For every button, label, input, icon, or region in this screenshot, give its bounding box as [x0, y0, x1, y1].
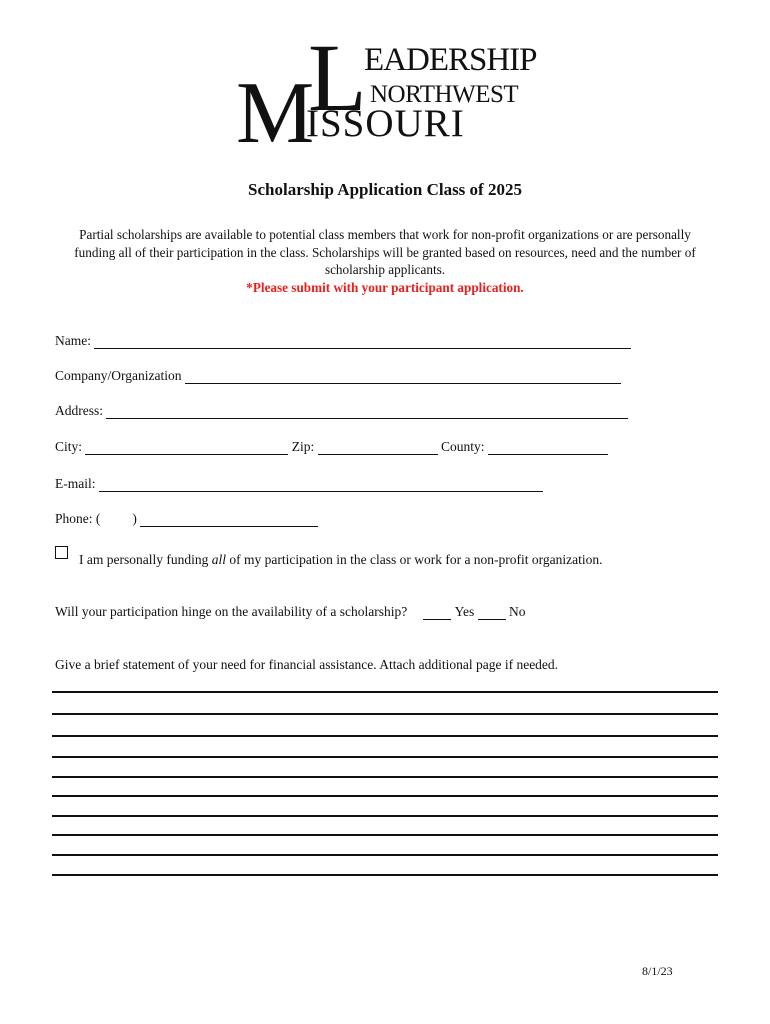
submit-notice: *Please submit with your participant application. — [246, 279, 524, 295]
funding-checkbox-label — [79, 552, 603, 568]
phone-number-field[interactable] — [140, 512, 318, 527]
statement-line[interactable] — [52, 834, 718, 836]
name-row — [55, 333, 631, 349]
statement-line[interactable] — [52, 874, 718, 876]
zip-label: Zip: — [291, 439, 315, 454]
city-label: City: — [55, 439, 83, 454]
statement-line[interactable] — [52, 756, 718, 758]
hinge-no-field[interactable] — [478, 605, 506, 620]
address-row — [55, 403, 628, 419]
email-label: E-mail: — [55, 476, 96, 491]
statement-line[interactable] — [52, 776, 718, 778]
logo-line-1: EADERSHIP — [364, 42, 537, 78]
email-row — [55, 476, 543, 492]
county-field[interactable] — [488, 440, 608, 455]
name-field[interactable] — [94, 334, 631, 349]
phone-area-code-field[interactable] — [100, 513, 132, 527]
footer-date: 8/1/23 — [642, 964, 673, 978]
zip-field[interactable] — [318, 440, 438, 455]
phone-paren-close: ) — [132, 511, 137, 526]
statement-prompt: Give a brief statement of your need for financial assistance. Attach additional page if needed. — [55, 657, 559, 672]
city-zip-county-row — [55, 439, 608, 455]
phone-row — [55, 511, 318, 527]
hinge-question: Will your participation hinge on the availability of a scholarship? — [55, 604, 408, 619]
email-field[interactable] — [99, 477, 543, 492]
statement-line[interactable] — [52, 815, 718, 817]
statement-line[interactable] — [52, 713, 718, 715]
intro-paragraph — [70, 226, 700, 296]
funding-checkbox[interactable] — [55, 546, 68, 559]
county-label: County: — [441, 439, 485, 454]
statement-line[interactable] — [52, 691, 718, 693]
hinge-yes-label: Yes — [454, 604, 475, 619]
hinge-yes-field[interactable] — [423, 605, 451, 620]
statement-line[interactable] — [52, 854, 718, 856]
logo-letter-l: L — [308, 24, 367, 131]
company-label: Company/Organization — [55, 368, 182, 383]
name-label: Name: — [55, 333, 91, 348]
funding-text-pre: I am personally funding — [79, 552, 212, 567]
logo-letter-m: M — [236, 65, 315, 162]
page-title: Scholarship Application Class of 2025 — [248, 180, 522, 199]
company-row — [55, 368, 621, 384]
phone-label: Phone: ( — [55, 511, 101, 526]
statement-line[interactable] — [52, 735, 718, 737]
funding-text-emph: all — [211, 552, 226, 567]
statement-line[interactable] — [52, 795, 718, 797]
address-field[interactable] — [106, 404, 628, 419]
company-field[interactable] — [185, 369, 621, 384]
hinge-no-label: No — [509, 604, 526, 619]
leadership-nw-missouri-logo — [236, 24, 537, 162]
city-field[interactable] — [85, 440, 288, 455]
funding-text-post: of my participation in the class or work for a non-profit organization. — [226, 552, 603, 567]
address-label: Address: — [55, 403, 103, 418]
statement-prompt-row — [55, 657, 558, 673]
intro-text: Partial scholarships are available to potential class members that work for non-profit organizations or are personally funding all of their participation in the class. Scholarships will be granted based on resources, need and the number of scholarship applicants. — [74, 227, 696, 277]
logo-line-2: NORTHWEST — [370, 81, 519, 108]
logo-line-3: ISSOURI — [306, 102, 465, 145]
hinge-row — [55, 604, 526, 620]
